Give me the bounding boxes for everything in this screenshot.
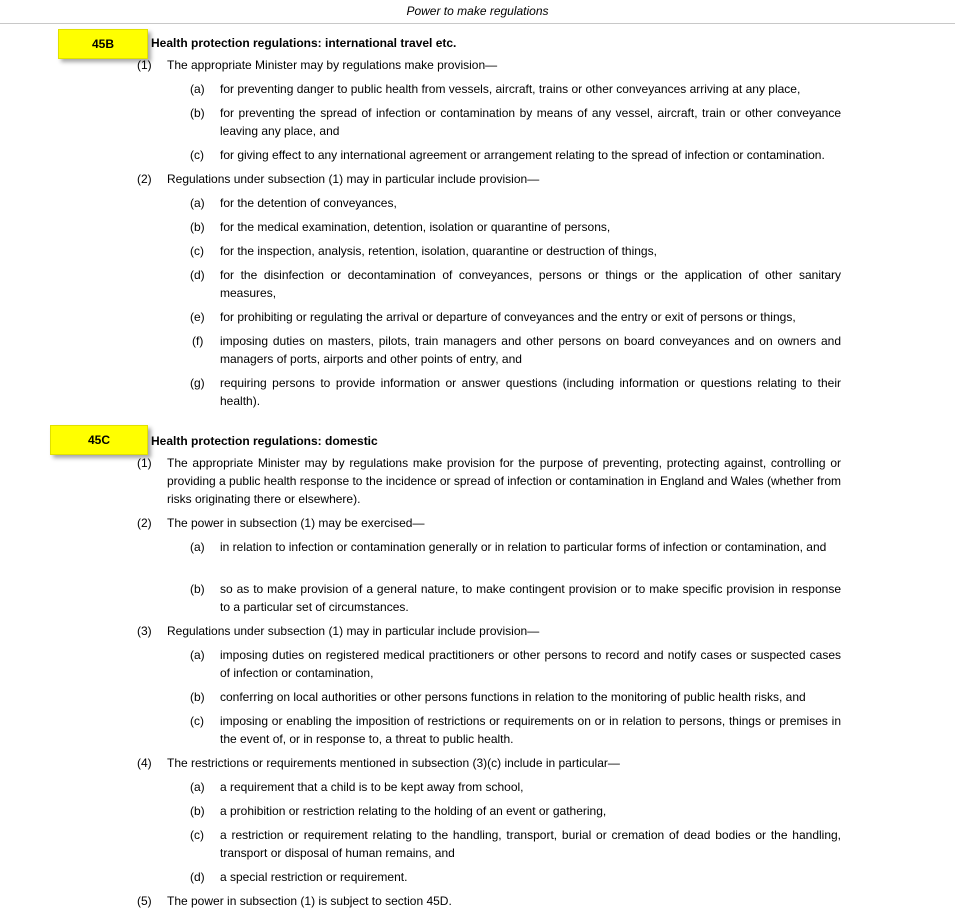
item-label: (d)	[190, 268, 205, 282]
subsection-number: (2)	[137, 172, 152, 186]
item-text: a special restriction or requirement.	[220, 870, 408, 884]
item-label: (a)	[190, 648, 205, 662]
subsection-text: The restrictions or requirements mentioned in subsection (3)(c) include in particular—	[167, 756, 620, 770]
item-label: (g)	[190, 376, 205, 390]
item-label: (b)	[190, 690, 205, 704]
item-text: a requirement that a child is to be kept away from school,	[220, 780, 524, 794]
item-label: (d)	[190, 870, 205, 884]
item-text: imposing duties on masters, pilots, train managers and other persons on board conveyances and on owners and managers of ports, airports and other points of entry, and	[220, 334, 841, 366]
page-header: Power to make regulations	[0, 0, 955, 24]
section-title-45c: Health protection regulations: domestic	[151, 434, 378, 448]
section-number-badge-45c: 45C	[50, 425, 148, 455]
subsection-text: Regulations under subsection (1) may in particular include provision—	[167, 624, 540, 638]
subsection-text: The power in subsection (1) is subject to section 45D.	[167, 894, 452, 908]
subsection-number: (5)	[137, 894, 152, 908]
item-label: (b)	[190, 106, 205, 120]
item-text: for the disinfection or decontamination of conveyances, persons or things or the application of other sanitary measures,	[220, 268, 841, 300]
subsection-text: Regulations under subsection (1) may in particular include provision—	[167, 172, 540, 186]
item-text: imposing or enabling the imposition of restrictions or requirements on or in relation to persons, things or premises in the event of, or in response to, a threat to public health.	[220, 714, 841, 746]
item-label: (c)	[190, 148, 204, 162]
subsection-number: (1)	[137, 456, 152, 470]
subsection-number: (4)	[137, 756, 152, 770]
item-label: (c)	[190, 714, 204, 728]
item-label: (c)	[190, 828, 204, 842]
item-text: for the detention of conveyances,	[220, 196, 397, 210]
item-label: (b)	[190, 582, 205, 596]
item-text: for preventing the spread of infection or contamination by means of any vessel, aircraft, train or other conveyance leaving any place, and	[220, 106, 841, 138]
item-text: requiring persons to provide information or answer questions (including information or questions relating to their health).	[220, 376, 841, 408]
item-text: for the medical examination, detention, isolation or quarantine of persons,	[220, 220, 611, 234]
subsection-number: (3)	[137, 624, 152, 638]
item-text: for prohibiting or regulating the arrival or departure of conveyances and the entry or exit of persons or things,	[220, 310, 796, 324]
item-label: (c)	[190, 244, 204, 258]
item-label: (a)	[190, 780, 205, 794]
item-text: a restriction or requirement relating to the handling, transport, burial or cremation of dead bodies or the handling, transport or disposal of human remains, and	[220, 828, 841, 860]
item-text: conferring on local authorities or other persons functions in relation to the monitoring of public health risks, and	[220, 690, 806, 704]
subsection-text: The appropriate Minister may by regulations make provision—	[167, 58, 498, 72]
item-label: (b)	[190, 804, 205, 818]
item-label: (b)	[190, 220, 205, 234]
subsection-text: The appropriate Minister may by regulations make provision for the purpose of preventing, protecting against, controlling or providing a public health response to the incidence or spread of infection or contamination in England and Wales (whether from risks originating there or elsewhere).	[167, 456, 841, 506]
item-label: (a)	[190, 196, 205, 210]
subsection-number: (2)	[137, 516, 152, 530]
section-title-45b: Health protection regulations: international travel etc.	[151, 36, 457, 50]
item-label: (f)	[192, 334, 204, 348]
item-text: for the inspection, analysis, retention, isolation, quarantine or destruction of things,	[220, 244, 657, 258]
item-label: (a)	[190, 540, 205, 554]
item-text: in relation to infection or contamination generally or in relation to particular forms of infection or contamination, and	[220, 540, 827, 554]
item-text: for giving effect to any international agreement or arrangement relating to the spread of infection or contamination.	[220, 148, 825, 162]
subsection-number: (1)	[137, 58, 152, 72]
item-label: (a)	[190, 82, 205, 96]
subsection-text: The power in subsection (1) may be exercised—	[167, 516, 425, 530]
item-text: a prohibition or restriction relating to the holding of an event or gathering,	[220, 804, 607, 818]
item-text: imposing duties on registered medical practitioners or other persons to record and notify cases or suspected cases of infection or contamination,	[220, 648, 841, 680]
item-text: for preventing danger to public health from vessels, aircraft, trains or other conveyances arriving at any place,	[220, 82, 801, 96]
item-text: so as to make provision of a general nature, to make contingent provision or to make specific provision in response to a particular set of circumstances.	[220, 582, 841, 614]
section-number-badge-45b: 45B	[58, 29, 148, 59]
item-label: (e)	[190, 310, 205, 324]
